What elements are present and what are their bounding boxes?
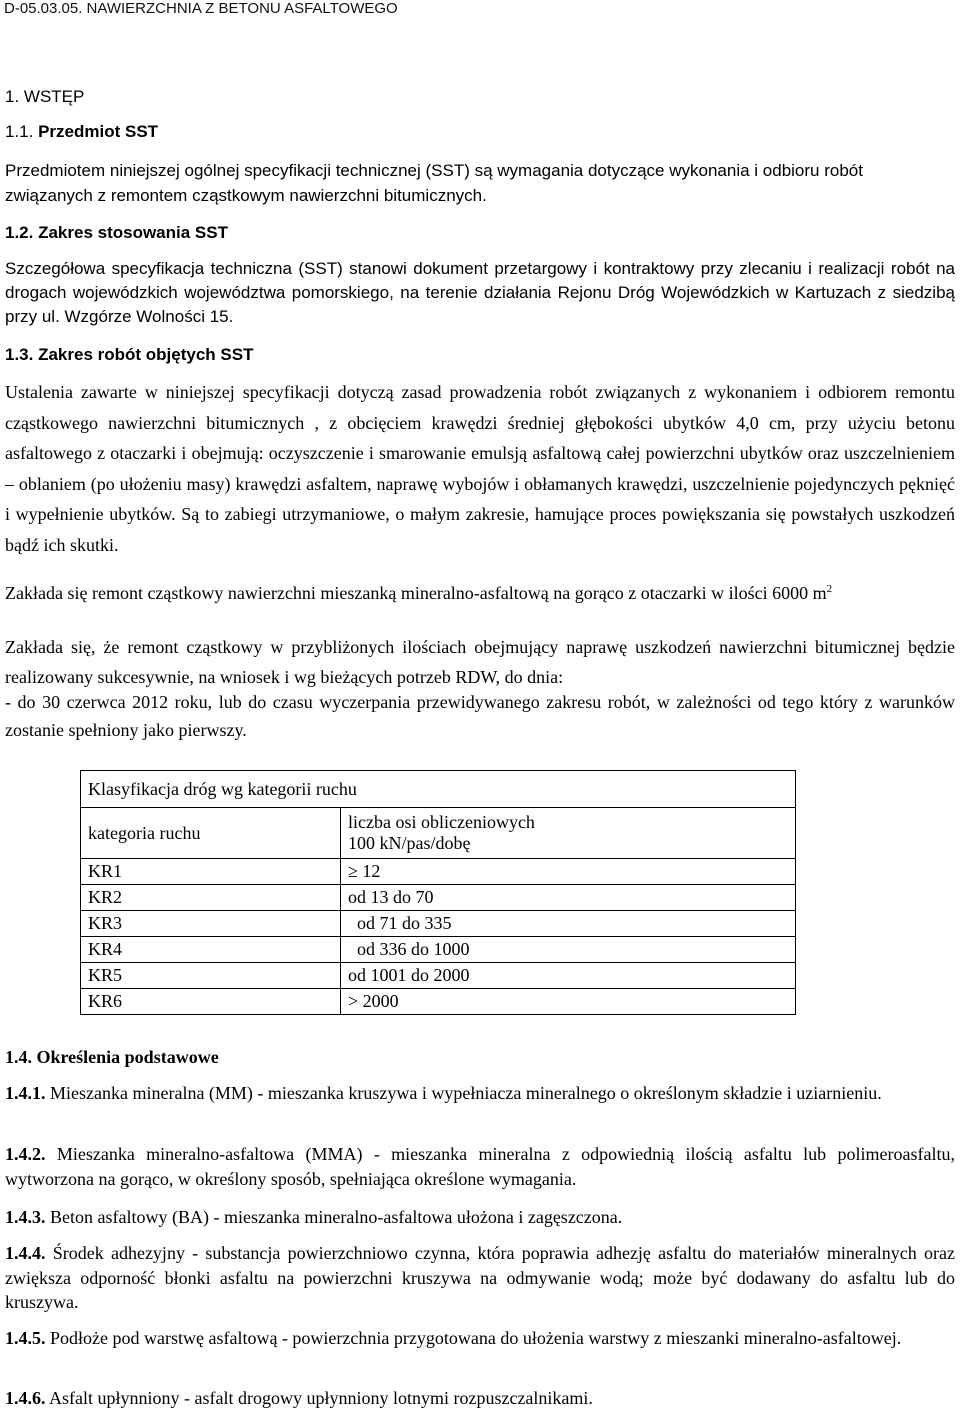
greater-equal-symbol: ≥ [348,861,358,881]
table-cell-category: KR1 [81,859,341,885]
document-header: D-05.03.05. NAWIERZCHNIA Z BETONU ASFALTOWEGO [4,0,398,17]
table-header-axles-line2: 100 kN/pas/dobę [348,833,471,853]
table-cell-value-text: 12 [357,861,381,881]
table-row [81,937,796,963]
table-cell-category: KR3 [81,911,341,937]
definition-item [5,1241,955,1315]
section-number: 1.1. [5,122,34,141]
table-row [81,859,796,885]
traffic-category-table [80,770,796,1015]
definition-number: 1.4.3. [5,1207,46,1227]
table-header-category: kategoria ruchu [81,808,341,859]
definition-text: Mieszanka mineralno-asfaltowa (MMA) - mieszanka mineralna z odpowiednią ilością asfaltu lub polimeroasfaltu, wytworzona na gorąco, w określony sposób, spełniająca określone wymagania. [5,1144,955,1189]
definition-text: Środek adhezyjny - substancja powierzchniowo czynna, która poprawia adhezję asfaltu do materiałów mineralnych oraz zwiększa odporność błonki asfaltu na powierzchni kruszywa na odmywanie wodą; może być dodawany do asfaltu lub do kruszywa. [5,1243,955,1312]
table-cell-value [341,859,796,885]
table-row [81,989,796,1015]
table-cell-value: od 71 do 335 [341,911,796,937]
section-title: Przedmiot SST [38,122,159,141]
definition-text: Mieszanka mineralna (MM) - mieszanka kruszywa i wypełniacza mineralnego o określonym składzie i uziarnieniu. [45,1083,882,1103]
table-cell-value: od 336 do 1000 [341,937,796,963]
table-header-axles-line1: liczba osi obliczeniowych [348,812,535,832]
table-cell-value: > 2000 [341,989,796,1015]
table-cell-value: od 1001 do 2000 [341,963,796,989]
section-heading-1-2: 1.2. Zakres stosowania SST [5,223,228,242]
definition-number: 1.4.4. [5,1243,46,1263]
definition-text: Asfalt upłynniony - asfalt drogowy upłynniony lotnymi rozpuszczalnikami. [45,1388,593,1408]
definition-item [5,1081,955,1106]
definition-item [5,1205,955,1230]
table-row [81,963,796,989]
table-row [81,911,796,937]
definition-number: 1.4.6. [5,1388,46,1408]
section-heading-wstep: 1. WSTĘP [5,87,85,106]
unit-superscript: 2 [826,583,833,595]
paragraph-termin: - do 30 czerwca 2012 roku, lub do czasu wyczerpania przewidywanego zakresu robót, w zależności od tego który z warunków zostanie spełniony jako pierwszy. [5,692,955,740]
table-title: Klasyfikacja dróg wg kategorii ruchu [81,771,796,808]
definition-number: 1.4.2. [5,1144,46,1164]
table-header-axles [341,808,796,859]
table-cell-value: od 13 do 70 [341,885,796,911]
paragraph-sukcesywnie: Zakłada się, że remont cząstkowy w przybliżonych ilościach obejmujący naprawę uszkodzeń nawierzchni bitumicznej będzie realizowany sukcesywnie, na wniosek i wg bieżących potrzeb RDW, do dnia: [5,637,955,687]
table-cell-category: KR2 [81,885,341,911]
section-heading-1-1 [5,122,158,142]
paragraph-zakres-stosowania: Szczegółowa specyfikacja techniczna (SST) stanowi dokument przetargowy i kontraktowy przy zlecaniu i realizacji robót na drogach wojewódzkich województwa pomorskiego, na terenie działania Rejonu Dróg Wojewódzkich w Kartuzach z siedzibą przy ul. Wzgórze Wolności 15. [5,259,955,326]
definition-text: Podłoże pod warstwę asfaltową - powierzchnia przygotowana do ułożenia warstwy z mieszanki mineralno-asfaltowej. [45,1328,902,1348]
table-cell-category: KR4 [81,937,341,963]
definition-item [5,1142,955,1192]
table-cell-category: KR5 [81,963,341,989]
paragraph-remont-ilosc [5,574,955,608]
paragraph-remont-text: Zakłada się remont cząstkowy nawierzchni mieszanką mineralno-asfaltową na gorąco z otaczarki w ilości 6000 m [5,583,827,603]
section-heading-1-3: 1.3. Zakres robót objętych SST [5,345,254,364]
definition-item [5,1386,955,1410]
paragraph-przedmiot: Przedmiotem niniejszej ogólnej specyfikacji technicznej (SST) są wymagania dotyczące wykonania i odbioru robót związanych z remontem cząstkowym nawierzchni bitumicznych. [5,161,863,205]
section-heading-1-4: 1.4. Określenia podstawowe [5,1047,219,1067]
table-row [81,885,796,911]
paragraph-zakres-robot: Ustalenia zawarte w niniejszej specyfikacji dotyczą zasad prowadzenia robót związanych z wykonaniem i odbiorem remontu cząstkowego nawierzchni bitumicznych , z obcięciem krawędzi średniej głębokości ubytków 4,0 cm, przy użyciu betonu asfaltowego z otaczarki i obejmują: oczyszczenie i smarowanie emulsją asfaltową całej powierzchni ubytków oraz uszczelnieniem – oblaniem (po ułożeniu masy) krawędzi asfaltem, naprawę wybojów i obłamanych krawędzi, uszczelnienie pojedynczych pęknięć i wypełnienie ubytków. Są to zabiegi utrzymaniowe, o małym zakresie, hamujące proces powiększania się powstałych uszkodzeń bądź ich skutki. [5,382,955,555]
table-cell-category: KR6 [81,989,341,1015]
definition-item [5,1326,955,1351]
definition-number: 1.4.5. [5,1328,46,1348]
definition-text: Beton asfaltowy (BA) - mieszanka mineralno-asfaltowa ułożona i zagęszczona. [45,1207,623,1227]
definition-number: 1.4.1. [5,1083,46,1103]
